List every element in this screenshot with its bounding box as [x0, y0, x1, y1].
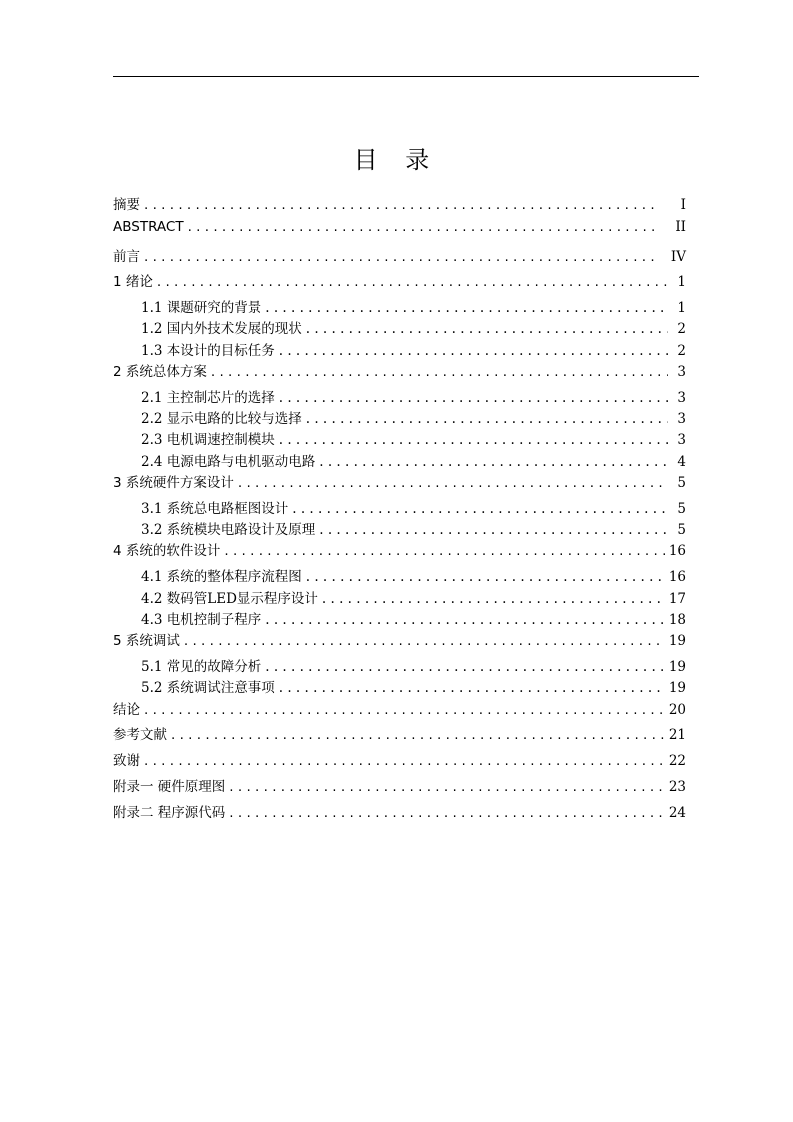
toc-entry-page: 2 — [677, 321, 686, 338]
toc-dot-leader — [265, 612, 665, 628]
toc-entry-page: 1 — [677, 300, 686, 317]
toc-entry-page: 16 — [668, 569, 686, 586]
toc-dot-leader — [157, 274, 668, 290]
toc-entry[interactable] — [113, 497, 686, 518]
toc-entry-label: 1.1 课题研究的背景 — [141, 300, 262, 317]
toc-dot-leader — [322, 591, 665, 607]
toc-entry[interactable] — [113, 407, 686, 428]
toc-dot-leader — [171, 727, 665, 743]
toc-dot-leader — [292, 501, 668, 517]
toc-dot-leader — [144, 249, 660, 265]
toc-entry-label: 2 系统总体方案 — [113, 364, 207, 381]
toc-entry[interactable] — [113, 655, 686, 676]
toc-entry-page: 17 — [668, 590, 686, 607]
toc-entry-page: 23 — [668, 778, 686, 795]
toc-dot-leader — [188, 219, 660, 235]
toc-entry[interactable] — [113, 518, 686, 539]
toc-dot-leader — [265, 300, 668, 316]
toc-entry-label: 4.1 系统的整体程序流程图 — [141, 569, 302, 586]
toc-entry[interactable] — [113, 801, 686, 827]
toc-entry-page: 3 — [677, 364, 686, 381]
toc-entry-page: 2 — [677, 342, 686, 359]
toc-dot-leader — [306, 569, 665, 585]
toc-entry[interactable] — [113, 360, 686, 386]
toc-dot-leader — [229, 779, 665, 795]
toc-dot-leader — [265, 659, 665, 675]
toc-dot-leader — [279, 432, 668, 448]
toc-entry-page: 22 — [668, 753, 686, 770]
toc-entry[interactable] — [113, 608, 686, 629]
toc-entry-label: 5.1 常见的故障分析 — [141, 658, 262, 675]
toc-entry-label: 2.1 主控制芯片的选择 — [141, 389, 275, 406]
toc-dot-leader — [306, 321, 668, 337]
toc-entry-page: 3 — [677, 411, 686, 428]
toc-entry[interactable] — [113, 219, 686, 245]
toc-entry-label: 结论 — [113, 701, 140, 718]
toc-entry-label: 前言 — [113, 248, 140, 265]
toc-entry-page: 19 — [668, 633, 686, 650]
toc-entry-label: ABSTRACT — [113, 218, 184, 235]
toc-entry-page: I — [680, 197, 686, 213]
toc-dot-leader — [306, 411, 668, 427]
toc-dot-leader — [319, 454, 668, 470]
toc-entry-page: 5 — [677, 475, 686, 492]
toc-entry-label: 3.1 系统总电路框图设计 — [141, 500, 289, 517]
toc-entry-label: 摘要 — [113, 197, 140, 213]
toc-entry-page: 21 — [668, 727, 686, 744]
toc-entry[interactable] — [113, 386, 686, 407]
toc-dot-leader — [184, 633, 665, 649]
toc-dot-leader — [279, 343, 668, 359]
toc-entry-label: 2.4 电源电路与电机驱动电路 — [141, 453, 316, 470]
table-of-contents — [113, 193, 686, 827]
toc-entry[interactable] — [113, 317, 686, 338]
toc-entry-label: 4.3 电机控制子程序 — [141, 611, 262, 628]
toc-entry-label: 1 绪论 — [113, 274, 153, 291]
toc-entry-label: 1.3 本设计的目标任务 — [141, 342, 275, 359]
toc-dot-leader — [144, 197, 660, 213]
toc-entry[interactable] — [113, 471, 686, 497]
toc-entry[interactable] — [113, 565, 686, 586]
toc-dot-leader — [238, 475, 668, 491]
toc-dot-leader — [224, 543, 664, 559]
toc-dot-leader — [144, 753, 665, 769]
toc-entry-page: 4 — [677, 453, 686, 470]
toc-entry-label: 2.3 电机调速控制模块 — [141, 432, 275, 449]
toc-dot-leader — [279, 390, 668, 406]
toc-entry[interactable] — [113, 775, 686, 801]
toc-entry-page: II — [675, 218, 686, 235]
toc-entry-page: 1 — [677, 274, 686, 291]
toc-entry-label: 1.2 国内外技术发展的现状 — [141, 321, 302, 338]
toc-entry-page: IV — [670, 248, 686, 265]
toc-entry-label: 3 系统硬件方案设计 — [113, 475, 234, 492]
toc-entry-page: 16 — [668, 543, 686, 560]
toc-dot-leader — [279, 680, 665, 696]
toc-entry-label: 参考文献 — [113, 727, 167, 744]
toc-entry[interactable] — [113, 245, 686, 271]
toc-entry-page: 19 — [668, 680, 686, 697]
toc-entry-label: 附录一 硬件原理图 — [113, 778, 226, 795]
toc-dot-leader — [144, 702, 665, 718]
page-title: 目 录 — [353, 146, 440, 174]
toc-entry[interactable] — [113, 450, 686, 471]
toc-entry-label: 5 系统调试 — [113, 633, 180, 650]
toc-entry[interactable] — [113, 676, 686, 697]
toc-entry-page: 20 — [668, 701, 686, 718]
header-rule — [113, 76, 699, 77]
toc-entry[interactable] — [113, 723, 686, 749]
toc-entry[interactable] — [113, 296, 686, 317]
toc-entry[interactable] — [113, 587, 686, 608]
toc-dot-leader — [211, 364, 668, 380]
toc-entry-label: 附录二 程序源代码 — [113, 804, 226, 821]
toc-entry-label: 2.2 显示电路的比较与选择 — [141, 411, 302, 428]
toc-entry-label: 致谢 — [113, 753, 140, 770]
toc-entry-page: 18 — [668, 611, 686, 628]
toc-entry-page: 19 — [668, 658, 686, 675]
toc-entry-label: 4.2 数码管LED显示程序设计 — [141, 590, 318, 607]
toc-entry[interactable] — [113, 539, 686, 565]
toc-entry-page: 5 — [677, 500, 686, 517]
toc-entry-page: 3 — [677, 389, 686, 406]
toc-dot-leader — [319, 522, 668, 538]
toc-entry-label: 4 系统的软件设计 — [113, 543, 221, 560]
toc-entry[interactable] — [113, 629, 686, 655]
toc-entry-label: 3.2 系统模块电路设计及原理 — [141, 522, 316, 539]
toc-entry[interactable] — [113, 698, 686, 724]
toc-entry[interactable] — [113, 749, 686, 775]
toc-entry[interactable] — [113, 270, 686, 296]
toc-entry-page: 3 — [677, 432, 686, 449]
toc-entry-label: 5.2 系统调试注意事项 — [141, 680, 275, 697]
toc-entry-page: 24 — [668, 804, 686, 821]
toc-entry-page: 5 — [677, 522, 686, 539]
toc-entry[interactable] — [113, 193, 686, 219]
toc-entry[interactable] — [113, 339, 686, 360]
toc-entry[interactable] — [113, 428, 686, 449]
toc-dot-leader — [229, 805, 665, 821]
